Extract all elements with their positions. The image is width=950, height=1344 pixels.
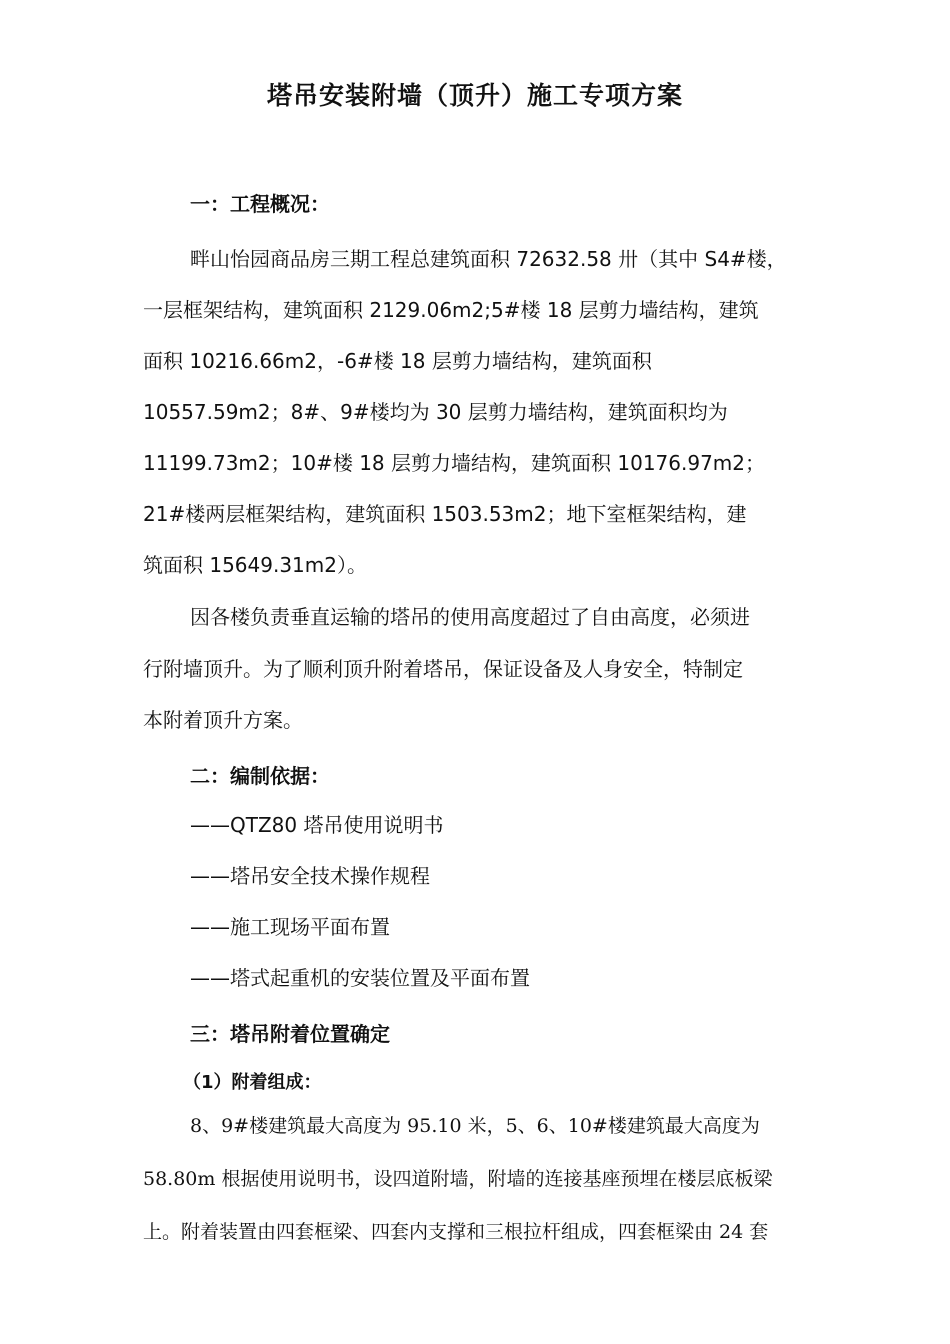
basis-item-2: ——塔吊安全技术操作规程 [190,864,430,888]
section1-p1-line-5: 11199.73m2；10#楼 18 层剪力墙结构，建筑面积 10176.97m2； [143,451,766,475]
basis-item-1: ——QTZ80 塔吊使用说明书 [190,813,444,837]
section2-heading: 二：编制依据： [190,764,330,788]
basis-item-4: ——塔式起重机的安装位置及平面布置 [190,966,530,990]
section3-p1-line-1: 8、9#楼建筑最大高度为 95.10 米，5、6、10#楼建筑最大高度为 [190,1115,760,1137]
section3-heading: 三：塔吊附着位置确定 [190,1022,390,1046]
section3-subheading: （1）附着组成： [183,1072,322,1093]
section1-p1-line-7: 筑面积 15649.31m2）。 [143,553,367,577]
section3-p1-line-2: 58.80m 根据使用说明书，设四道附墙，附墙的连接基座预埋在楼层底板梁 [143,1168,773,1190]
section1-p2-line-1: 因各楼负责垂直运输的塔吊的使用高度超过了自由高度，必须进 [190,605,750,629]
section1-p1-line-6: 21#楼两层框架结构，建筑面积 1503.53m2；地下室框架结构，建 [143,502,747,526]
section1-heading: 一：工程概况： [190,192,330,216]
section3-p1-line-3: 上。附着装置由四套框梁、四套内支撑和三根拉杆组成，四套框梁由 24 套 [143,1221,769,1243]
section1-p1-line-1: 畔山怡园商品房三期工程总建筑面积 72632.58 卅（其中 S4#楼， [190,247,787,271]
section1-p2-line-3: 本附着顶升方案。 [143,708,303,732]
document-title: 塔吊安装附墙（顶升）施工专项方案 [266,81,683,110]
section1-p1-line-2: 一层框架结构，建筑面积 2129.06m2;5#楼 18 层剪力墙结构，建筑 [143,298,759,322]
section1-p1-line-4: 10557.59m2；8#、9#楼均为 30 层剪力墙结构，建筑面积均为 [143,400,728,424]
section1-p1-line-3: 面积 10216.66m2，-6#楼 18 层剪力墙结构，建筑面积 [143,349,652,373]
basis-item-3: ——施工现场平面布置 [190,915,390,939]
section1-p2-line-2: 行附墙顶升。为了顺利顶升附着塔吊，保证设备及人身安全，特制定 [143,657,743,681]
